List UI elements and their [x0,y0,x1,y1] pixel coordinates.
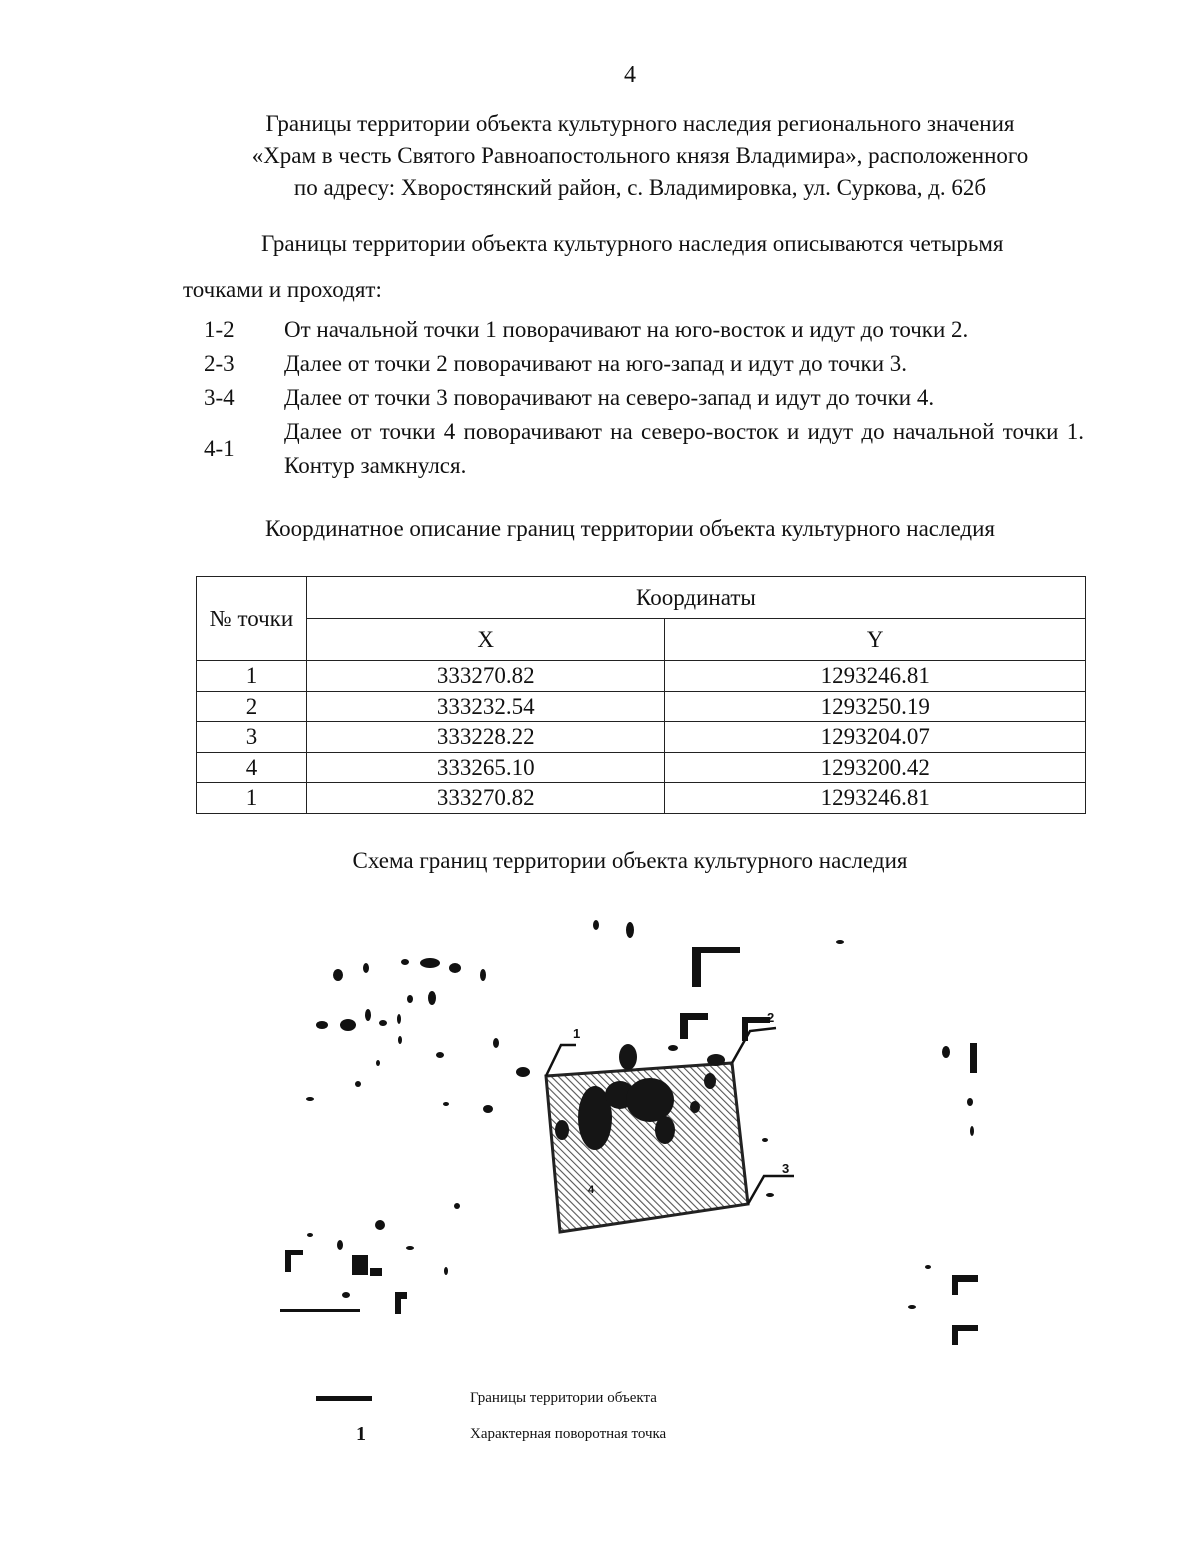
table-row [197,691,1086,722]
step-code: 2-3 [204,351,235,376]
cell-x: 333228.22 [306,722,665,753]
title-line: по адресу: Хворостянский район, с. Владимировка, ул. Суркова, д. 62б [293,175,987,200]
legend-label: Характерная поворотная точка [470,1425,667,1442]
cell-x: 333232.54 [306,691,665,722]
column-header-point: № точки [197,577,307,661]
cell-y: 1293250.19 [665,691,1086,722]
turning-point-label: 4 [588,1184,595,1196]
page-number: 4 [624,62,636,88]
step-text: Далее от точки 3 поворачивают на северо-запад и идут до точки 4. [284,385,935,410]
column-header-coordinates: Координаты [306,577,1085,619]
turning-point-label: 3 [782,1161,790,1176]
table-header-row [197,577,1086,619]
cell-x: 333270.82 [306,783,665,814]
table-row [197,783,1086,814]
cell-y: 1293204.07 [665,722,1086,753]
intro-paragraph [183,228,1083,306]
intro-line: точками и проходят: [183,277,382,302]
scheme-caption: Схема границ территории объекта культурного наследия [352,848,908,873]
column-header-x: X [306,619,665,661]
step-text: Далее от точки 2 поворачивают на юго-запад и идут до точки 3. [284,351,908,376]
boundary-scheme-map [270,895,1000,1365]
table-row [197,722,1086,753]
boundary-step [204,347,1084,381]
boundary-step [204,415,1084,483]
step-text: Далее от точки 4 поворачивают на северо-восток и идут до начальной точки 1. Контур замкнулся. [284,419,1084,478]
table-row [197,752,1086,783]
legend-item [310,1380,910,1416]
intro-line: Границы территории объекта культурного наследия описываются четырьмя [261,231,1004,256]
column-header-y: Y [665,619,1086,661]
cell-point: 2 [197,691,307,722]
title-line: «Храм в честь Святого Равноапостольного князя Владимира», расположенного [251,143,1029,168]
cell-point: 4 [197,752,307,783]
step-code: 4-1 [204,436,235,461]
cell-y: 1293246.81 [665,783,1086,814]
table-caption: Координатное описание границ территории объекта культурного наследия [264,516,995,541]
cell-y: 1293200.42 [665,752,1086,783]
cell-point: 3 [197,722,307,753]
legend-label: Границы территории объекта [470,1389,657,1406]
boundary-line-swatch [316,1396,372,1401]
document-title [160,108,1120,204]
legend-item [310,1416,910,1452]
step-text: От начальной точки 1 поворачивают на юго-восток и идут до точки 2. [284,317,969,342]
turning-point-label: 1 [573,1026,581,1041]
step-code: 3-4 [204,385,235,410]
cell-point: 1 [197,661,307,692]
cell-y: 1293246.81 [665,661,1086,692]
map-background-marks [280,1203,460,1314]
table-row [197,661,1086,692]
step-code: 1-2 [204,317,235,342]
cell-x: 333270.82 [306,661,665,692]
cell-x: 333265.10 [306,752,665,783]
boundary-step [204,313,1084,347]
cell-point: 1 [197,783,307,814]
scheme-legend [310,1380,910,1452]
boundary-step [204,381,1084,415]
table-header-row [197,619,1086,661]
turning-point-label: 2 [767,1010,775,1025]
title-line: Границы территории объекта культурного наследия регионального значения [265,111,1015,136]
coordinates-table [196,576,1086,814]
boundary-steps-list [204,313,1084,483]
turning-point-symbol: 1 [356,1422,366,1445]
